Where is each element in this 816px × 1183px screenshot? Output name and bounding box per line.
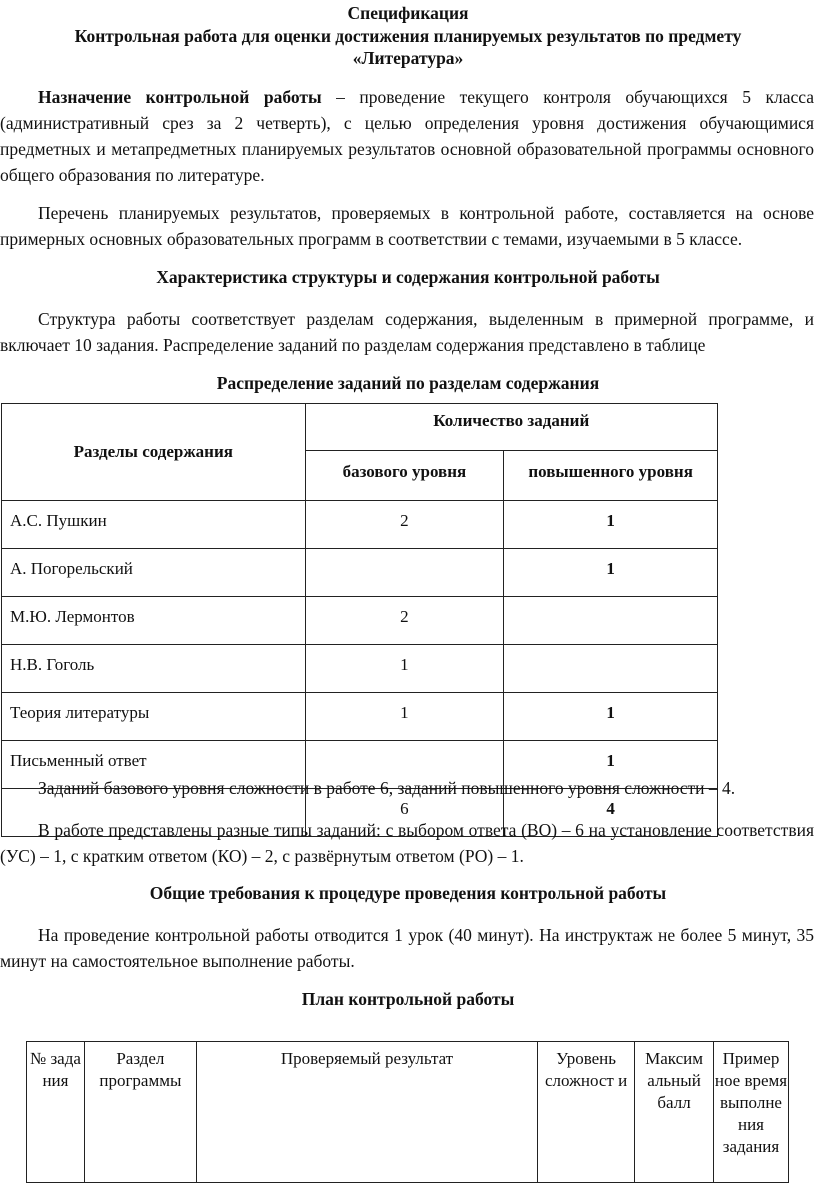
plan-table bbox=[26, 1041, 789, 1183]
plan-col-time: Пример ное время выполне ния задания bbox=[714, 1042, 789, 1183]
summary-paragraph: Заданий базового уровня сложности в работе 6, заданий повышенного уровня сложности – 4. bbox=[38, 778, 736, 798]
document-subtitle-line1: Контрольная работа для оценки достижения планируемых результатов по предмету bbox=[74, 26, 742, 46]
basic-count-cell: 1 bbox=[305, 645, 504, 693]
header-basic-level: базового уровня bbox=[305, 451, 504, 501]
advanced-count-cell: 1 bbox=[504, 693, 718, 741]
basic-count-cell: 2 bbox=[305, 501, 504, 549]
purpose-term: Назначение контрольной работы bbox=[38, 87, 322, 107]
section-cell: А. Погорельский bbox=[2, 549, 306, 597]
plan-col-max-score: Максим альный балл bbox=[635, 1042, 714, 1183]
section-cell: М.Ю. Лермонтов bbox=[2, 597, 306, 645]
header-count: Количество заданий bbox=[305, 404, 717, 451]
section-cell: Письменный ответ bbox=[2, 741, 306, 789]
table-row bbox=[2, 693, 718, 741]
advanced-count-cell: 1 bbox=[504, 501, 718, 549]
requirements-heading: Общие требования к процедуре проведения контрольной работы bbox=[149, 883, 667, 903]
advanced-count-cell bbox=[504, 645, 718, 693]
header-advanced-level: повышенного уровня bbox=[504, 451, 718, 501]
basic-count-cell: 1 bbox=[305, 693, 504, 741]
basic-total-cell: 6 bbox=[305, 789, 504, 837]
plan-col-task-number: № зада ния bbox=[27, 1042, 85, 1183]
advanced-count-cell: 1 bbox=[504, 741, 718, 789]
plan-col-level: Уровень сложност и bbox=[538, 1042, 635, 1183]
advanced-count-cell bbox=[504, 597, 718, 645]
section-cell: А.С. Пушкин bbox=[2, 501, 306, 549]
structure-heading: Характеристика структуры и содержания контрольной работы bbox=[156, 267, 660, 287]
distribution-table bbox=[1, 403, 718, 837]
plan-heading: План контрольной работы bbox=[301, 989, 515, 1009]
basic-count-cell: 2 bbox=[305, 597, 504, 645]
basic-count-cell bbox=[305, 549, 504, 597]
section-cell: Теория литературы bbox=[2, 693, 306, 741]
document-title: Спецификация bbox=[347, 3, 469, 23]
header-sections: Разделы содержания bbox=[2, 404, 306, 501]
document-subtitle-line2: «Литература» bbox=[352, 48, 464, 68]
plan-col-section: Раздел программы bbox=[84, 1042, 196, 1183]
structure-paragraph: Структура работы соответствует разделам содержания, выделенным в примерной программе, и включает 10 задания. Распределение заданий по разделам содержания представлено в таблице bbox=[0, 309, 814, 355]
table-row bbox=[2, 597, 718, 645]
task-types-paragraph: В работе представлены разные типы заданий: с выбором ответа (ВО) – 6 на установление соответствия (УС) – 1, с кратким ответом (КО) – 2, с развёрнутым ответом (РО) – 1. bbox=[0, 820, 814, 866]
advanced-total-cell: 4 bbox=[504, 789, 718, 837]
planned-results-paragraph: Перечень планируемых результатов, проверяемых в контрольной работе, составляется на основе примерных основных образовательных программ в соответствии с темами, изучаемыми в 5 классе. bbox=[0, 203, 814, 249]
table-row bbox=[2, 549, 718, 597]
section-cell: Н.В. Гоголь bbox=[2, 645, 306, 693]
purpose-text: – проведение текущего контроля обучающихся 5 класса (административный срез за 2 четверть), с целью определения уровня достижения обучающимися предметных и метапредметных планируемых результатов основной образовательной программы основного общего образования по литературе. bbox=[0, 87, 814, 185]
purpose-paragraph bbox=[0, 84, 814, 188]
advanced-count-cell: 1 bbox=[504, 549, 718, 597]
table-row bbox=[2, 645, 718, 693]
table-row bbox=[2, 501, 718, 549]
requirements-paragraph: На проведение контрольной работы отводится 1 урок (40 минут). На инструктаж не более 5 минут, 35 минут на самостоятельное выполнение работы. bbox=[0, 925, 814, 971]
distribution-table-caption: Распределение заданий по разделам содержания bbox=[216, 373, 600, 393]
plan-col-result: Проверяемый результат bbox=[196, 1042, 537, 1183]
